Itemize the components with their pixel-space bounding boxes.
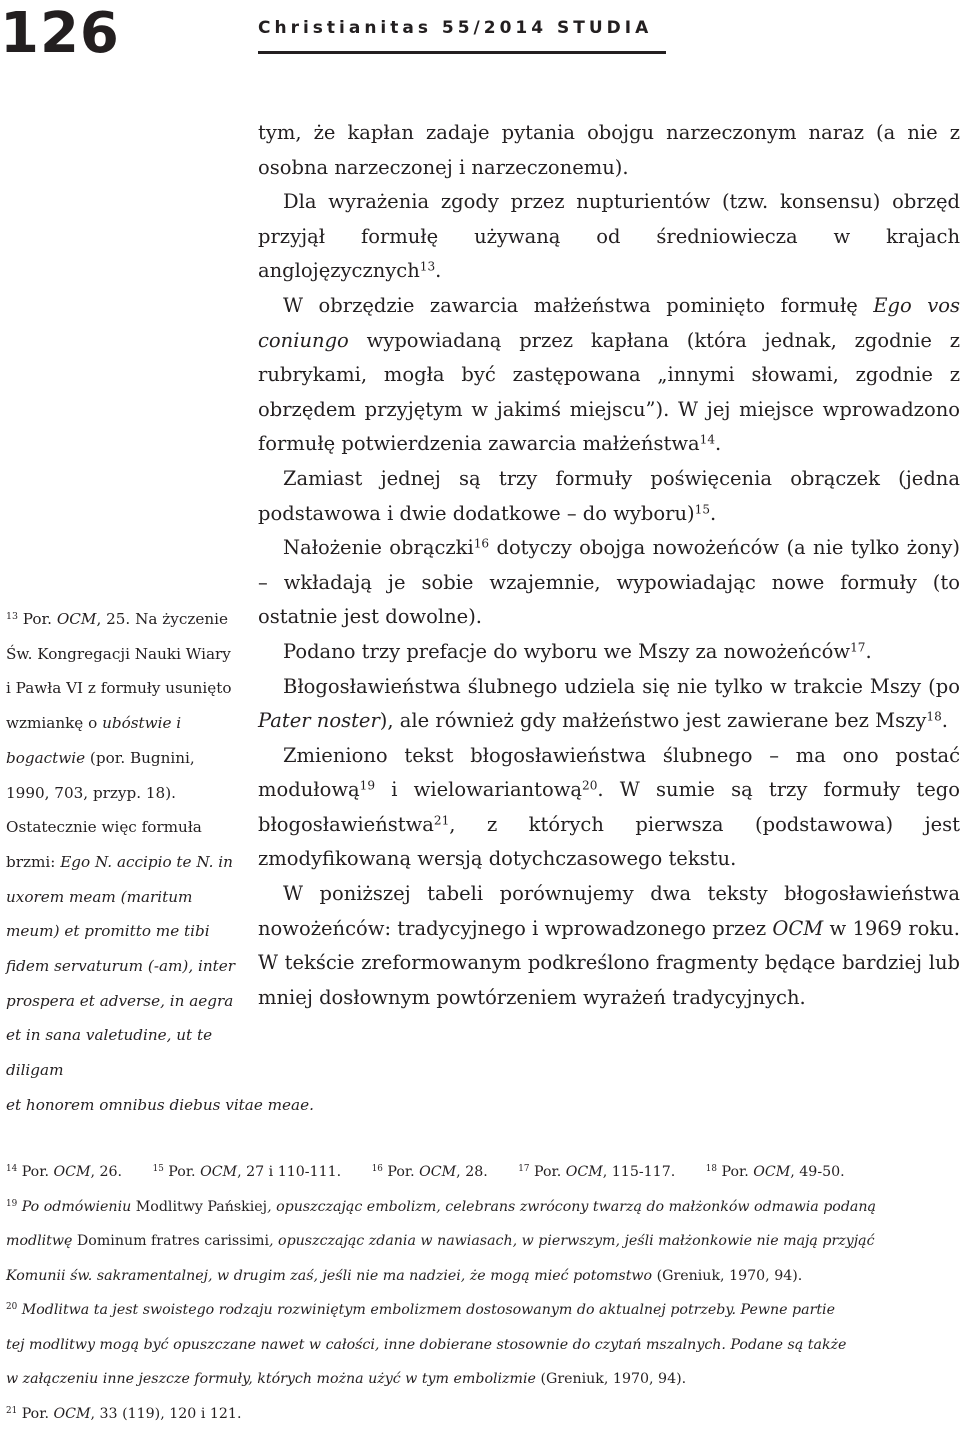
paragraph-2: Dla wyrażenia zgody przez nupturientów (tzw. konsensu) obrzęd przyjął formułę używaną od średniowiecza w krajach anglojęzycznych$^{13}$. <box>258 185 960 289</box>
footnote-ref[interactable]: 14 <box>700 433 715 447</box>
footnote-17: $^{17}$ Por. OCM, 115-117. <box>518 1164 675 1180</box>
footnote-19-line-1: $^{19}$ Po odmówieniu Modlitwy Pańskiej, opuszczając embolizm, celebrans zwrócony twarzą do małżonków odmawia podaną <box>6 1190 960 1225</box>
side-note-13: $^{13}$ Por. OCM, 25. Na życzenie Św. Kongregacji Nauki Wiary i Pawła VI z formuły usunięto wzmiankę o ubóstwie i bogactwie (por. Bugnini, 1990, 703, przyp. 18). Ostatecznie więc formuła brzmi: Ego N. accipio te N. in uxorem meam (maritum meum) et promitto me tibi fidem servaturum (-am), inter prospera et adverse, in aegra et in sana valetudine, ut te diligam et honorem omnibus diebus vitae meae. <box>6 602 238 1123</box>
footnote-21: $^{21}$ Por. OCM, 33 (119), 120 i 121. <box>6 1397 960 1431</box>
footnote-14: $^{14}$ Por. OCM, 26. <box>6 1164 122 1180</box>
side-note-number: 13 <box>6 611 18 622</box>
footnote-18: $^{18}$ Por. OCM, 49-50. <box>706 1164 845 1180</box>
footnotes <box>6 1155 960 1431</box>
paragraph-8: Zmieniono tekst błogosławieństwa ślubnego – ma ono postać modułową$^{19}$ i wielowariantową$^{20}$. W sumie są trzy formuły tego błogosławieństwa$^{21}$, z których pierwsza (podstawowa) jest zmodyfikowaną wersją dotychczasowego tekstu. <box>258 739 960 877</box>
paragraph-6: Podano trzy prefacje do wyboru we Mszy za nowożeńców$^{17}$. <box>258 635 960 670</box>
side-note-overflow-line: et honorem omnibus diebus vitae meae. <box>6 1096 314 1114</box>
footnote-ref[interactable]: 16 <box>474 536 489 550</box>
paragraph-9: W poniższej tabeli porównujemy dwa teksty błogosławieństwa nowożeńców: tradycyjnego i wprowadzonego przez OCM w 1969 roku. W tekście zreformowanym podkreślono fragmenty będące bardziej lub mniej dosłownym powtórzeniem wyrażeń tradycyjnych. <box>258 877 960 1015</box>
footnote-ref[interactable]: 18 <box>926 709 941 723</box>
footnotes-14-18 <box>6 1155 960 1190</box>
footnote-15: $^{15}$ Por. OCM, 27 i 110-111. <box>153 1164 342 1180</box>
footnote-ref[interactable]: 20 <box>582 779 597 793</box>
footnote-ref[interactable]: 17 <box>850 640 865 654</box>
footnote-19-line-3: Komunii św. sakramentalnej, w drugim zaś, jeśli nie ma nadziei, że mogą mieć potomstwo (Greniuk, 1970, 94). <box>6 1259 960 1294</box>
paragraph-7: Błogosławieństwa ślubnego udziela się nie tylko w trakcie Mszy (po Pater noster), ale również gdy małżeństwo jest zawierane bez Mszy$^{18}$. <box>258 670 960 739</box>
footnote-ref[interactable]: 19 <box>360 779 375 793</box>
paragraph-1: tym, że kapłan zadaje pytania obojgu narzeczonym naraz (a nie z osobna narzeczonej i narzeczonemu). <box>258 116 960 185</box>
footnote-20-line-2: tej modlitwy mogą być opuszczane nawet w całości, inne dobierane stosownie do czytań mszalnych. Podane są także <box>6 1328 960 1363</box>
paragraph-5: Nałożenie obrączki$^{16}$ dotyczy obojga nowożeńców (a nie tylko żony) – wkładają je sobie wzajemnie, wypowiadając nowe formuły (to ostatnie jest dowolne). <box>258 531 960 635</box>
footnote-19-line-2: modlitwę Dominum fratres carissimi, opuszczając zdania w nawiasach, w pierwszym, jeśli małżonkowie nie mają przyjąć <box>6 1224 960 1259</box>
footnote-ref[interactable]: 13 <box>420 260 435 274</box>
footnote-ref[interactable]: 15 <box>695 502 710 516</box>
journal-running-head: Christianitas 55/2014 STUDIA <box>258 18 652 38</box>
footnote-16: $^{16}$ Por. OCM, 28. <box>372 1164 488 1180</box>
paragraph-4: Zamiast jednej są trzy formuły poświęcenia obrączek (jedna podstawowa i dwie dodatkowe – do wyboru)$^{15}$. <box>258 462 960 531</box>
footnote-20-line-3: w załączeniu inne jeszcze formuły, których można użyć w tym embolizmie (Greniuk, 1970, 94). <box>6 1362 960 1397</box>
header-rule <box>258 51 666 54</box>
footnote-20-line-1: $^{20}$ Modlitwa ta jest swoistego rodzaju rozwiniętym embolizmem dostosowanym do aktualnej potrzeby. Pewne partie <box>6 1293 960 1328</box>
main-text <box>258 116 960 1015</box>
page-number: 126 <box>0 2 120 66</box>
footnote-ref[interactable]: 21 <box>434 813 449 827</box>
paragraph-3: W obrzędzie zawarcia małżeństwa pominięto formułę Ego vos coniungo wypowiadaną przez kapłana (która jednak, zgodnie z rubrykami, mogła być zastępowana „innymi słowami, zgodnie z obrzędem przyjętym w jakimś miejscu”). W jej miejsce wprowadzono formułę potwierdzenia zawarcia małżeństwa$^{14}$. <box>258 289 960 462</box>
